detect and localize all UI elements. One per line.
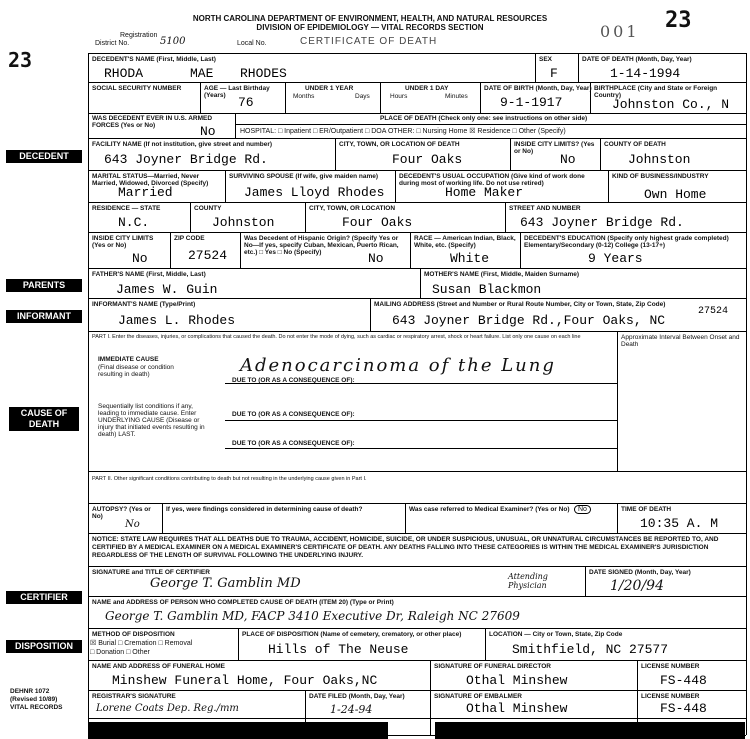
label-city-of-death: CITY, TOWN, OR LOCATION OF DEATH (339, 141, 460, 148)
value-county-of-death: Johnston (628, 152, 691, 167)
label-under-1-day: UNDER 1 DAY (405, 85, 449, 92)
label-armed-forces: WAS DECEDENT EVER IN U.S. ARMED FORCES (Yes or No) (92, 115, 213, 129)
value-license-1: FS-448 (660, 673, 707, 688)
value-residence-county: Johnston (212, 215, 275, 230)
label-residence-city: CITY, TOWN, OR LOCATION (309, 205, 396, 212)
label-date-filed: DATE FILED (Month, Day, Year) (309, 693, 405, 700)
label-date-of-death: DATE OF DEATH (Month, Day, Year) (582, 56, 692, 63)
label-sequential: Sequentially list conditions if any, leading to immediate cause. Enter UNDERLYING CAUSE (Disease or injury that initiated events resulting in death) LAST. (98, 403, 205, 438)
label-part1: PART I. Enter the diseases, injuries, or complications that caused the death. Do not enter the mode of dying, such as cardiac or respiratory arrest, shock or heart failure. List only one cause on each line (92, 334, 581, 340)
value-disposition-location: Smithfield, NC 27577 (512, 642, 669, 657)
label-part2: PART II. Other significant conditions contributing to death but not resulting in the underlying cause given in Part I. (92, 476, 367, 482)
value-dob: 9-1-1917 (500, 95, 563, 110)
header-line2: DIVISION OF EPIDEMIOLOGY — VITAL RECORDS SECTION (256, 23, 484, 32)
label-age: AGE — Last Birthday (Years) (204, 85, 270, 99)
label-zip: ZIP CODE (174, 235, 205, 242)
district-label: District No. (95, 40, 130, 47)
value-birthplace: Johnston Co., N (612, 97, 730, 112)
value-hispanic: No (368, 251, 384, 266)
examiner-circled-answer: No (574, 505, 591, 514)
label-sex: SEX (539, 56, 553, 63)
value-date-signed: 1/20/94 (610, 578, 664, 594)
label-hours: Hours (390, 93, 408, 100)
value-sex: F (550, 66, 558, 81)
label-facility: FACILITY NAME (If not institution, give street and number) (92, 141, 273, 148)
label-occupation: DECEDENT'S USUAL OCCUPATION (Give kind of work done during most of working life. Do not use retired) (399, 173, 585, 187)
value-facility: 643 Joyner Bridge Rd. (104, 152, 268, 167)
value-certifier-title-note: Attending Physician (508, 572, 548, 590)
section-cause: CAUSE OF DEATH (9, 407, 79, 431)
label-due-to-c: DUE TO (OR AS A CONSEQUENCE OF): (232, 411, 355, 418)
section-parents: PARENTS (6, 279, 82, 292)
value-marital-status: Married (118, 185, 173, 200)
label-funeral-director: SIGNATURE OF FUNERAL DIRECTOR (434, 663, 552, 670)
value-last-name: RHODES (240, 66, 287, 81)
label-father: FATHER'S NAME (First, Middle, Last) (92, 271, 206, 278)
label-method: METHOD OF DISPOSITION (92, 631, 175, 638)
label-residence-state: RESIDENCE — STATE (92, 205, 161, 212)
form-revision: (Revised 10/89) (10, 696, 58, 703)
label-autopsy: AUTOPSY? (Yes or No) (92, 506, 151, 520)
value-certifier-signature: George T. Gamblin MD (150, 576, 301, 591)
label-funeral-home: NAME AND ADDRESS OF FUNERAL HOME (92, 663, 226, 670)
label-immediate-cause: IMMEDIATE CAUSE (98, 356, 159, 363)
section-disposition: DISPOSITION (6, 640, 82, 653)
value-date-of-death: 1-14-1994 (610, 66, 681, 81)
value-disposition-place: Hills of The Neuse (268, 642, 409, 657)
value-spouse: James Lloyd Rhodes (244, 185, 385, 200)
label-minutes: Minutes (445, 93, 468, 100)
stamp-left-number: 23 (8, 48, 33, 72)
value-first-name: RHODA (104, 66, 144, 81)
label-residence-county: COUNTY (194, 205, 222, 212)
label-due-to-d: DUE TO (OR AS A CONSEQUENCE OF): (232, 440, 355, 447)
value-residence-inside-city: No (132, 251, 148, 266)
label-county-of-death: COUNTY OF DEATH (604, 141, 666, 148)
certificate-title: CERTIFICATE OF DEATH (300, 36, 438, 47)
label-education: DECEDENT'S EDUCATION (Specify only highest grade completed) Elementary/Secondary (0-12) College (13-17+) (524, 235, 729, 249)
method-options-row2: □ Donation □ Other (90, 649, 150, 656)
section-informant: INFORMANT (6, 310, 82, 323)
section-decedent: DECEDENT (6, 150, 82, 163)
label-mailing-address: MAILING ADDRESS (Street and Number or Rural Route Number, City or Town, State, Zip Code) (374, 301, 666, 308)
label-license-1: LICENSE NUMBER (641, 663, 700, 670)
value-occupation: Home Maker (445, 185, 524, 200)
label-place-of-death: PLACE OF DEATH (Check only one: see instructions on other side) (380, 115, 588, 122)
value-autopsy: No (125, 519, 140, 530)
label-months: Months (293, 93, 315, 100)
value-certifier-address: George T. Gamblin MD, FACP 3410 Executive Dr, Raleigh NC 27609 (105, 609, 520, 623)
label-immediate-sub: (Final disease or condition resulting in death) (98, 364, 174, 378)
label-interval: Approximate Interval Between Onset and Death (621, 334, 740, 348)
value-mother: Susan Blackmon (432, 282, 542, 297)
value-informant: James L. Rhodes (118, 313, 236, 328)
label-disposition-location: LOCATION — City or Town, State, Zip Code (489, 631, 623, 638)
label-race: RACE — American Indian, Black, White, etc. (Specify) (414, 235, 516, 249)
label-due-to-b: DUE TO (OR AS A CONSEQUENCE OF): (232, 377, 355, 384)
label-certifier-address: NAME and ADDRESS OF PERSON WHO COMPLETED CAUSE OF DEATH (ITEM 20) (Type or Print) (92, 599, 394, 606)
form-number: DEHNR 1072 (10, 688, 50, 695)
label-business: KIND OF BUSINESS/INDUSTRY (612, 173, 709, 180)
value-cause-a: Adenocarcinoma of the Lung (240, 355, 556, 376)
label-birthplace: BIRTHPLACE (City and State or Foreign Country) (594, 85, 718, 99)
value-education: 9 Years (588, 251, 643, 266)
label-certifier-signature: SIGNATURE and TITLE OF CERTIFIER (92, 569, 210, 576)
value-embalmer: Othal Minshew (466, 701, 568, 716)
value-armed-forces: No (200, 124, 216, 139)
label-findings: If yes, were findings considered in determining cause of death? (166, 506, 363, 513)
redaction-block (88, 722, 388, 739)
label-ssn: SOCIAL SECURITY NUMBER (92, 85, 182, 92)
label-mother: MOTHER'S NAME (First, Middle, Maiden Surname) (424, 271, 580, 278)
cert-number-scribble: 001 (600, 22, 640, 41)
value-zip: 27524 (188, 248, 228, 263)
label-time-of-death: TIME OF DEATH (621, 506, 672, 513)
value-age: 76 (238, 95, 254, 110)
value-inside-city-limits: No (560, 152, 576, 167)
label-street: STREET AND NUMBER (509, 205, 581, 212)
value-time-of-death: 10:35 A. M (640, 516, 719, 531)
value-residence-city: Four Oaks (342, 215, 413, 230)
redaction-block (435, 722, 745, 739)
label-name: DECEDENT'S NAME (First, Middle, Last) (92, 56, 216, 63)
value-street: 643 Joyner Bridge Rd. (520, 215, 684, 230)
method-options-row1: ☒ Burial □ Cremation □ Removal (90, 640, 193, 647)
value-city-of-death: Four Oaks (392, 152, 463, 167)
label-days: Days (355, 93, 370, 100)
local-label: Local No. (237, 40, 267, 47)
value-date-filed: 1-24-94 (330, 703, 373, 716)
label-registrar: REGISTRAR'S SIGNATURE (92, 693, 176, 700)
registration-label: Registration (120, 32, 158, 39)
label-marital-status: MARITAL STATUS—Married, Never Married, Widowed, Divorced (Specify) (92, 173, 209, 187)
notice-text: NOTICE: STATE LAW REQUIRES THAT ALL DEATHS DUE TO TRAUMA, ACCIDENT, HOMICIDE, SUICIDE, OR UNDER SUSPICIOUS, UNUSUAL, OR UNNATURAL CIRCUMSTANCES BE REPORTED TO, AND CERTIFIED BY A MEDICAL EXAMINER ON A MEDICAL EXAMINER'S CERTIFICATE OF DEATH. ANY DEATHS FALLING INTO THESE CATEGORIES IS WITHIN THE MEDICAL EXAMINER'S JURISDICTION REGARDLESS OF THE LENGTH OF SURVIVAL FOLLOWING THE UNDERLYING INJURY. (92, 536, 719, 559)
header-line1: NORTH CAROLINA DEPARTMENT OF ENVIRONMENT, HEALTH, AND NATURAL RESOURCES (192, 14, 548, 23)
value-mailing-address: 643 Joyner Bridge Rd.,Four Oaks, NC (392, 313, 666, 328)
label-disposition-place: PLACE OF DISPOSITION (Name of cemetery, crematory, or other place) (242, 631, 462, 638)
label-informant: INFORMANT'S NAME (Type/Print) (92, 301, 196, 308)
form-agency: VITAL RECORDS (10, 704, 63, 711)
value-license-2: FS-448 (660, 701, 707, 716)
value-mailing-zip: 27524 (698, 306, 729, 317)
stamp-top-number: 23 (665, 8, 692, 33)
label-medical-examiner: Was case referred to Medical Examiner? (Yes or No) (409, 506, 570, 513)
value-business: Own Home (644, 187, 707, 202)
label-inside-city-limits: INSIDE CITY LIMITS? (Yes or No) (514, 141, 595, 155)
label-residence-inside-city: INSIDE CITY LIMITS (Yes or No) (92, 235, 154, 249)
district-value: 5100 (160, 36, 186, 47)
value-registrar-signature: Lorene Coats Dep. Reg./mm (96, 703, 239, 714)
value-funeral-home: Minshew Funeral Home, Four Oaks,NC (112, 673, 378, 688)
value-funeral-director: Othal Minshew (466, 673, 568, 688)
label-license-2: LICENSE NUMBER (641, 693, 700, 700)
label-spouse: SURVIVING SPOUSE (If wife, give maiden name) (229, 173, 379, 180)
value-middle-name: MAE (190, 66, 214, 81)
place-of-death-options: HOSPITAL: □ Inpatient □ ER/Outpatient □ DOA OTHER: □ Nursing Home ☒ Residence □ Other (Specify) (240, 128, 566, 135)
value-father: James W. Guin (116, 282, 218, 297)
value-race: White (450, 251, 490, 266)
label-date-signed: DATE SIGNED (Month, Day, Year) (589, 569, 691, 576)
value-residence-state: N.C. (118, 215, 150, 230)
label-hispanic: Was Decedent of Hispanic Origin? (Specify Yes or No—If yes, specify Cuban, Mexican, Puerto Rican, etc.) □ Yes □ No (Specify) (244, 235, 399, 256)
label-dob: DATE OF BIRTH (Month, Day, Year) (484, 85, 592, 92)
label-embalmer: SIGNATURE OF EMBALMER (434, 693, 522, 700)
label-under-1-year: UNDER 1 YEAR (305, 85, 354, 92)
section-certifier: CERTIFIER (6, 591, 82, 604)
